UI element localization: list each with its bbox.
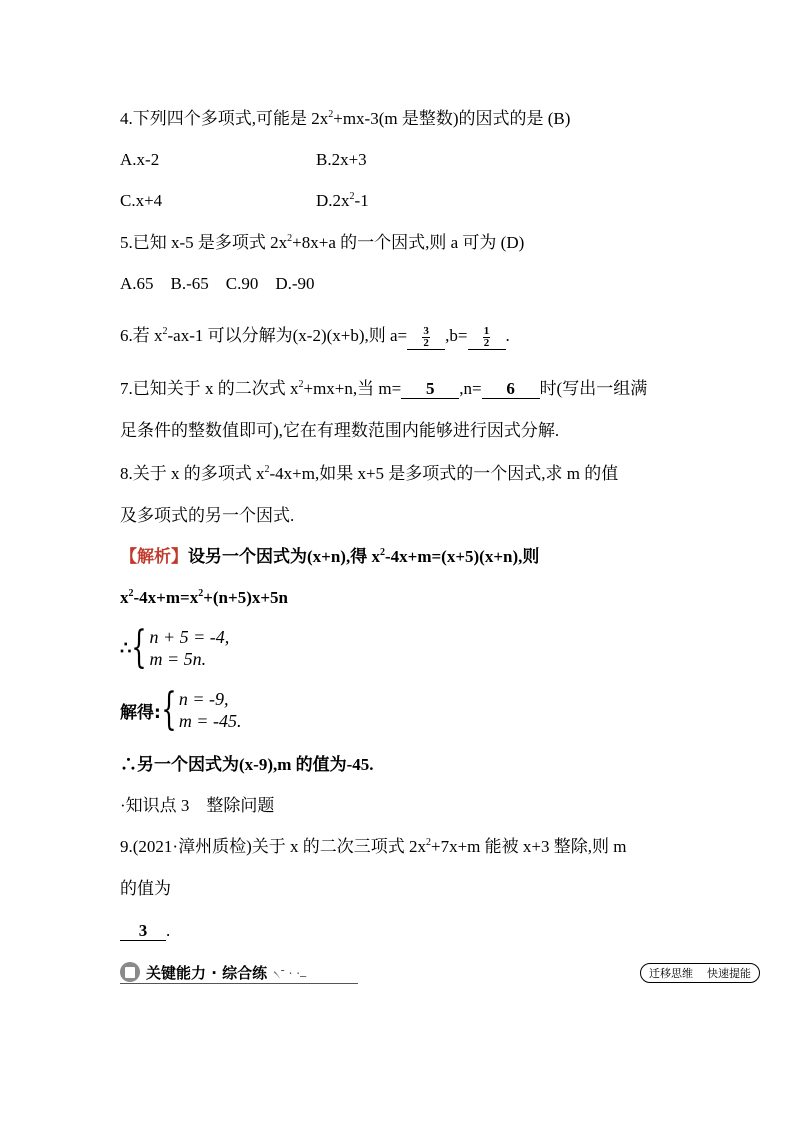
q4-option-c: C.x+4: [120, 191, 163, 210]
system-2-equation-1: n = -9,: [178, 689, 229, 709]
q4-option-a: A.x-2: [120, 150, 160, 169]
q7-m-blank: 5: [401, 380, 459, 399]
q7-n-blank: 6: [482, 380, 540, 399]
q7-stem-line2: 足条件的整数值即可),它在有理数范围内能够进行因式分解.: [120, 421, 560, 440]
q9-answer-line: 3 .: [120, 920, 170, 942]
q6-a-fraction: $\frac{3}{2}$: [423, 324, 429, 349]
decoration-glyphs: ৲- . ._: [273, 963, 307, 977]
analysis-tag: 【解析】: [120, 547, 188, 566]
q5-stem: 5.已知 x-5 是多项式 $2x^2+8x+a$ 的一个因式,则 a 可为 (D): [120, 233, 525, 252]
q4-stem: 4.下列四个多项式,可能是 $2x^2+mx-3(m$ 是整数)的因式的是 (B): [120, 109, 571, 128]
q6-a-blank: [407, 326, 445, 350]
system-1-equation-1: n + 5 = -4,: [149, 627, 230, 647]
q7-stem: 7.已知关于 x 的二次式 $x^2+mx+n$,当 m= 5 ,n= 6 时(写出一组满: [120, 379, 648, 398]
q9-stem: 9.(2021·漳州质检)关于 x 的二次三项式 $2x^2+7x+m$ 能被 x+3 整除,则 m: [120, 837, 627, 856]
q8-equation-system-2: [120, 684, 242, 735]
section-header: [120, 960, 760, 984]
q8-expansion: $x^2-4x+m=x^2+(n+5)x+5n$: [120, 588, 288, 607]
q8-equation-system-1: [120, 622, 230, 673]
q4-option-d: $D.2x^2-1$: [316, 191, 369, 210]
section-title: 关键能力 · 综合练: [146, 963, 268, 982]
system-1-equation-2: m = 5n.: [149, 649, 207, 669]
q8-analysis: 【解析】设另一个因式为(x+n),得 $x^2-4x+m=(x+5)(x+n)$,则: [120, 547, 540, 566]
solve-label: 解得:: [120, 702, 161, 723]
q5-options: A.65 B.-65 C.90 D.-90: [120, 274, 315, 293]
q6-b-fraction: $\frac{1}{2}$: [483, 324, 490, 349]
q9-answer-blank: 3: [120, 922, 166, 941]
q9-stem-line2: 的值为: [120, 879, 171, 898]
system-2-equation-2: m = -45.: [178, 711, 242, 731]
knowledge-point-heading: ·知识点 3 整除问题: [120, 796, 275, 815]
q6-b-blank: [468, 326, 506, 350]
book-icon: [120, 962, 140, 982]
q8-stem: 8.关于 x 的多项式 $x^2-4x+m$,如果 x+5 是多项式的一个因式,求 m 的值: [120, 464, 619, 483]
section-underline: [120, 983, 358, 984]
q8-conclusion: ∴另一个因式为(x-9),m 的值为-45.: [120, 755, 374, 774]
q6-stem: 6.若 $x^2-ax-1$ 可以分解为(x-2)(x+b),则 a= $\frac{3}{2}$ ,b= $\frac{1}{2}$ .: [120, 324, 510, 349]
section-pill-label: 迁移思维 快速提能: [640, 963, 760, 983]
section-title-group: [120, 960, 306, 984]
left-brace: {: [161, 684, 177, 735]
q8-stem-line2: 及多项式的另一个因式.: [120, 506, 295, 525]
therefore-symbol: ∴: [120, 637, 132, 658]
left-brace: {: [131, 622, 148, 673]
q4-option-b: B.2x+3: [316, 150, 367, 169]
